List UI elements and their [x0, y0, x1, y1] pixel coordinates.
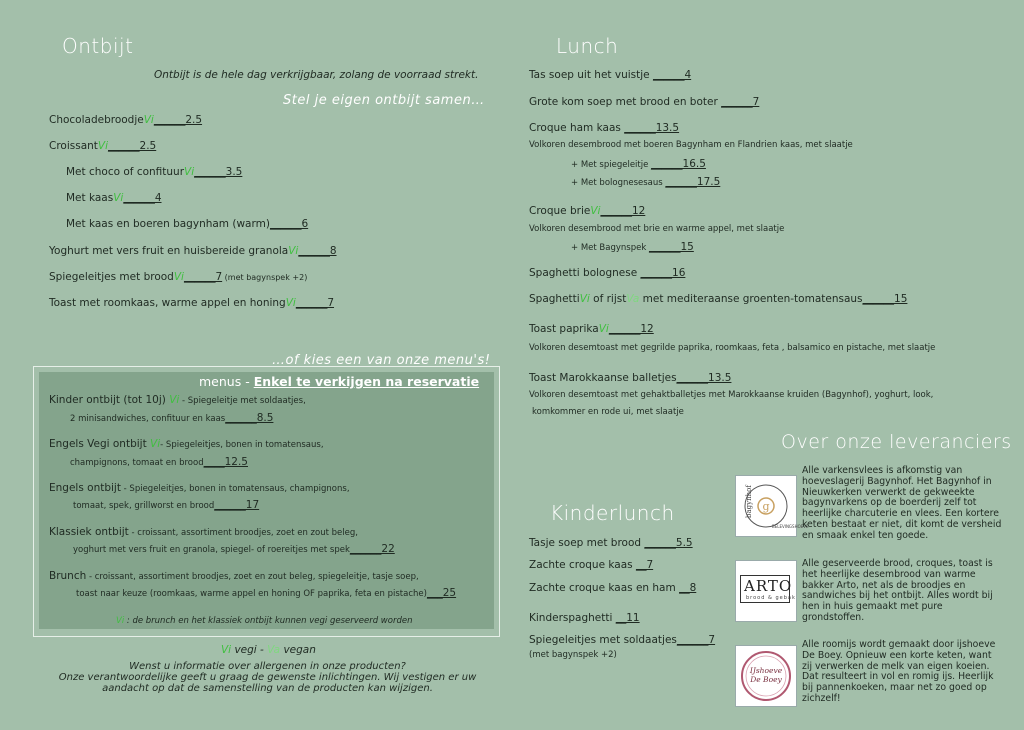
- lunch-option: + Met spiegeleitje ______16.5: [571, 158, 706, 170]
- menu-item: Klassiek ontbijt - croissant, assortiment broodjes, zoet en zout beleg,: [49, 526, 358, 538]
- ontbijt-item: CroissantVi______2.5: [49, 140, 157, 152]
- allergen-info: Wenst u informatie over allergenen in onze producten? Onze verantwoordelijke geeft u graag de gewenste inlichtingen. Wij vestigen er uw aandacht op dat de samenstelling van de producten kan wijzigen.: [58, 661, 477, 694]
- svg-text:g: g: [762, 500, 770, 513]
- ontbijt-item: ChocoladebroodjeVi______2.5: [49, 114, 203, 126]
- menu-item-desc: champignons, tomaat en brood____12.5: [70, 456, 248, 468]
- lunch-item: Croque brieVi______12: [529, 205, 646, 217]
- lunch-item: SpaghettiVi of rijstVa met mediteraanse groenten-tomatensaus______15: [529, 293, 908, 305]
- lunch-item-desc: Volkoren desembrood met brie en warme appel, met slaatje: [529, 224, 785, 234]
- menu-item: Engels ontbijt - Spiegeleitjes, bonen in tomatensaus, champignons,: [49, 482, 350, 494]
- bagynhof-text: Alle varkensvlees is afkomstig van hoeveslagerij Bagynhof. Het Bagynhof in Nieuwkerken verwerkt de gekweekte bagynvarkens op de boerderij zelf tot heerlijke charcuterie en vlees. Een kortere keten bestaat er niet, dit komt de versheid en smaak enkel ten goede.: [802, 465, 1002, 541]
- menu-item: Engels Vegi ontbijt Vi- Spiegeleitjes, bonen in tomatensaus,: [49, 438, 324, 450]
- kinderlunch-item: Tasje soep met brood ______5.5: [529, 537, 693, 549]
- menu-item-desc: toast naar keuze (roomkaas, warme appel en honing OF paprika, feta en pistache)___25: [76, 587, 457, 599]
- menu-item: Brunch - croissant, assortiment broodjes, zoet en zout beleg, spiegeleitje, tasje soep,: [49, 570, 419, 582]
- lunch-item: Grote kom soep met brood en boter ______7: [529, 96, 760, 108]
- of-kies-menu: …of kies een van onze menu's!: [272, 353, 491, 368]
- ontbijt-availability: Ontbijt is de hele dag verkrijgbaar, zolang de voorraad strekt.: [154, 69, 479, 81]
- deboey-text: Alle roomijs wordt gemaakt door ijshoeve De Boey. Opnieuw een korte keten, want zij verwerken de melk van eigen koeien. Dat resulteert in vol en romig ijs. Heerlijk bij pannenkoeken, maar net zo goed op zichzelf!: [802, 639, 996, 704]
- lunch-title: Lunch: [556, 34, 619, 58]
- ontbijt-item: Met choco of confituurVi______3.5: [66, 166, 243, 178]
- kinderlunch-title: Kinderlunch: [550, 501, 675, 525]
- ontbijt-item: Met kaasVi______4: [66, 192, 162, 204]
- kinderlunch-item: Spiegeleitjes met soldaatjes______7: [529, 634, 716, 646]
- kinderlunch-item: Zachte croque kaas en ham __8: [529, 582, 697, 594]
- menus-vi-note: Vi : de brunch en het klassiek ontbijt kunnen vegi geserveerd worden: [116, 616, 413, 626]
- lunch-option: + Met Bagynspek ______15: [571, 241, 694, 253]
- ontbijt-title: Ontbijt: [62, 34, 134, 58]
- arto-logo: ARTO brood & gebak: [735, 560, 797, 622]
- lunch-item-desc: Volkoren desemtoast met gehaktballetjes met Marokkaanse kruiden (Bagynhof), yoghurt, look,: [529, 390, 934, 400]
- lunch-item: Spaghetti bolognese ______16: [529, 267, 686, 279]
- kinderlunch-note: (met bagynspek +2): [529, 650, 617, 660]
- lunch-item-desc: komkommer en rode ui, met slaatje: [532, 407, 684, 417]
- lunch-item-desc: Volkoren desembrood met boeren Bagynham en Flandrien kaas, met slaatje: [529, 140, 853, 150]
- menus-header: menus - Enkel te verkijgen na reservatie: [199, 374, 480, 389]
- kinderlunch-item: Kinderspaghetti __11: [529, 612, 640, 624]
- menu-item-desc: yoghurt met vers fruit en granola, spiegel- of roereitjes met spek______22: [73, 543, 395, 555]
- kinderlunch-item: Zachte croque kaas __7: [529, 559, 654, 571]
- ontbijt-item: Toast met roomkaas, warme appel en honingVi______7: [49, 297, 335, 309]
- leveranciers-title: Over onze leveranciers: [781, 431, 1012, 453]
- lunch-item: Toast Marokkaanse balletjes______13.5: [529, 372, 732, 384]
- ontbijt-item: Met kaas en boeren bagynham (warm)______6: [66, 218, 309, 230]
- arto-text: Alle geserveerde brood, croques, toast is het heerlijke desembrood van warme bakker Arto, net als de broodjes en sandwiches bij het ontbijt. Alles wordt bij hen in huis gemaakt met pure grondstoffen.: [802, 558, 993, 623]
- deboey-logo: IJshoeve De Boey: [735, 645, 797, 707]
- lunch-option: + Met bolognesesaus ______17.5: [571, 176, 721, 188]
- menu-item-desc: 2 minisandwiches, confituur en kaas______8.5: [70, 412, 274, 424]
- diet-legend: Vi vegi - Va vegan: [221, 644, 316, 656]
- lunch-item: Croque ham kaas ______13.5: [529, 122, 680, 134]
- lunch-item: Toast paprikaVi______12: [529, 323, 654, 335]
- lunch-item-desc: Volkoren desemtoast met gegrilde paprika, roomkaas, feta , balsamico en pistache, met slaatje: [529, 343, 936, 353]
- lunch-item: Tas soep uit het vuistje ______4: [529, 69, 692, 81]
- bagynhof-logo: g bagynhof BELEVINGSHOEVE: [735, 475, 797, 537]
- ontbijt-stel-samen: Stel je eigen ontbijt samen…: [283, 93, 485, 108]
- ontbijt-item: Spiegeleitjes met broodVi______7 (met bagynspek +2): [49, 271, 308, 283]
- ontbijt-item: Yoghurt met vers fruit en huisbereide granolaVi______8: [49, 245, 337, 257]
- menu-item-desc: tomaat, spek, grillworst en brood______17: [73, 499, 260, 511]
- menu-item: Kinder ontbijt (tot 10j) Vi - Spiegeleitje met soldaatjes,: [49, 394, 306, 406]
